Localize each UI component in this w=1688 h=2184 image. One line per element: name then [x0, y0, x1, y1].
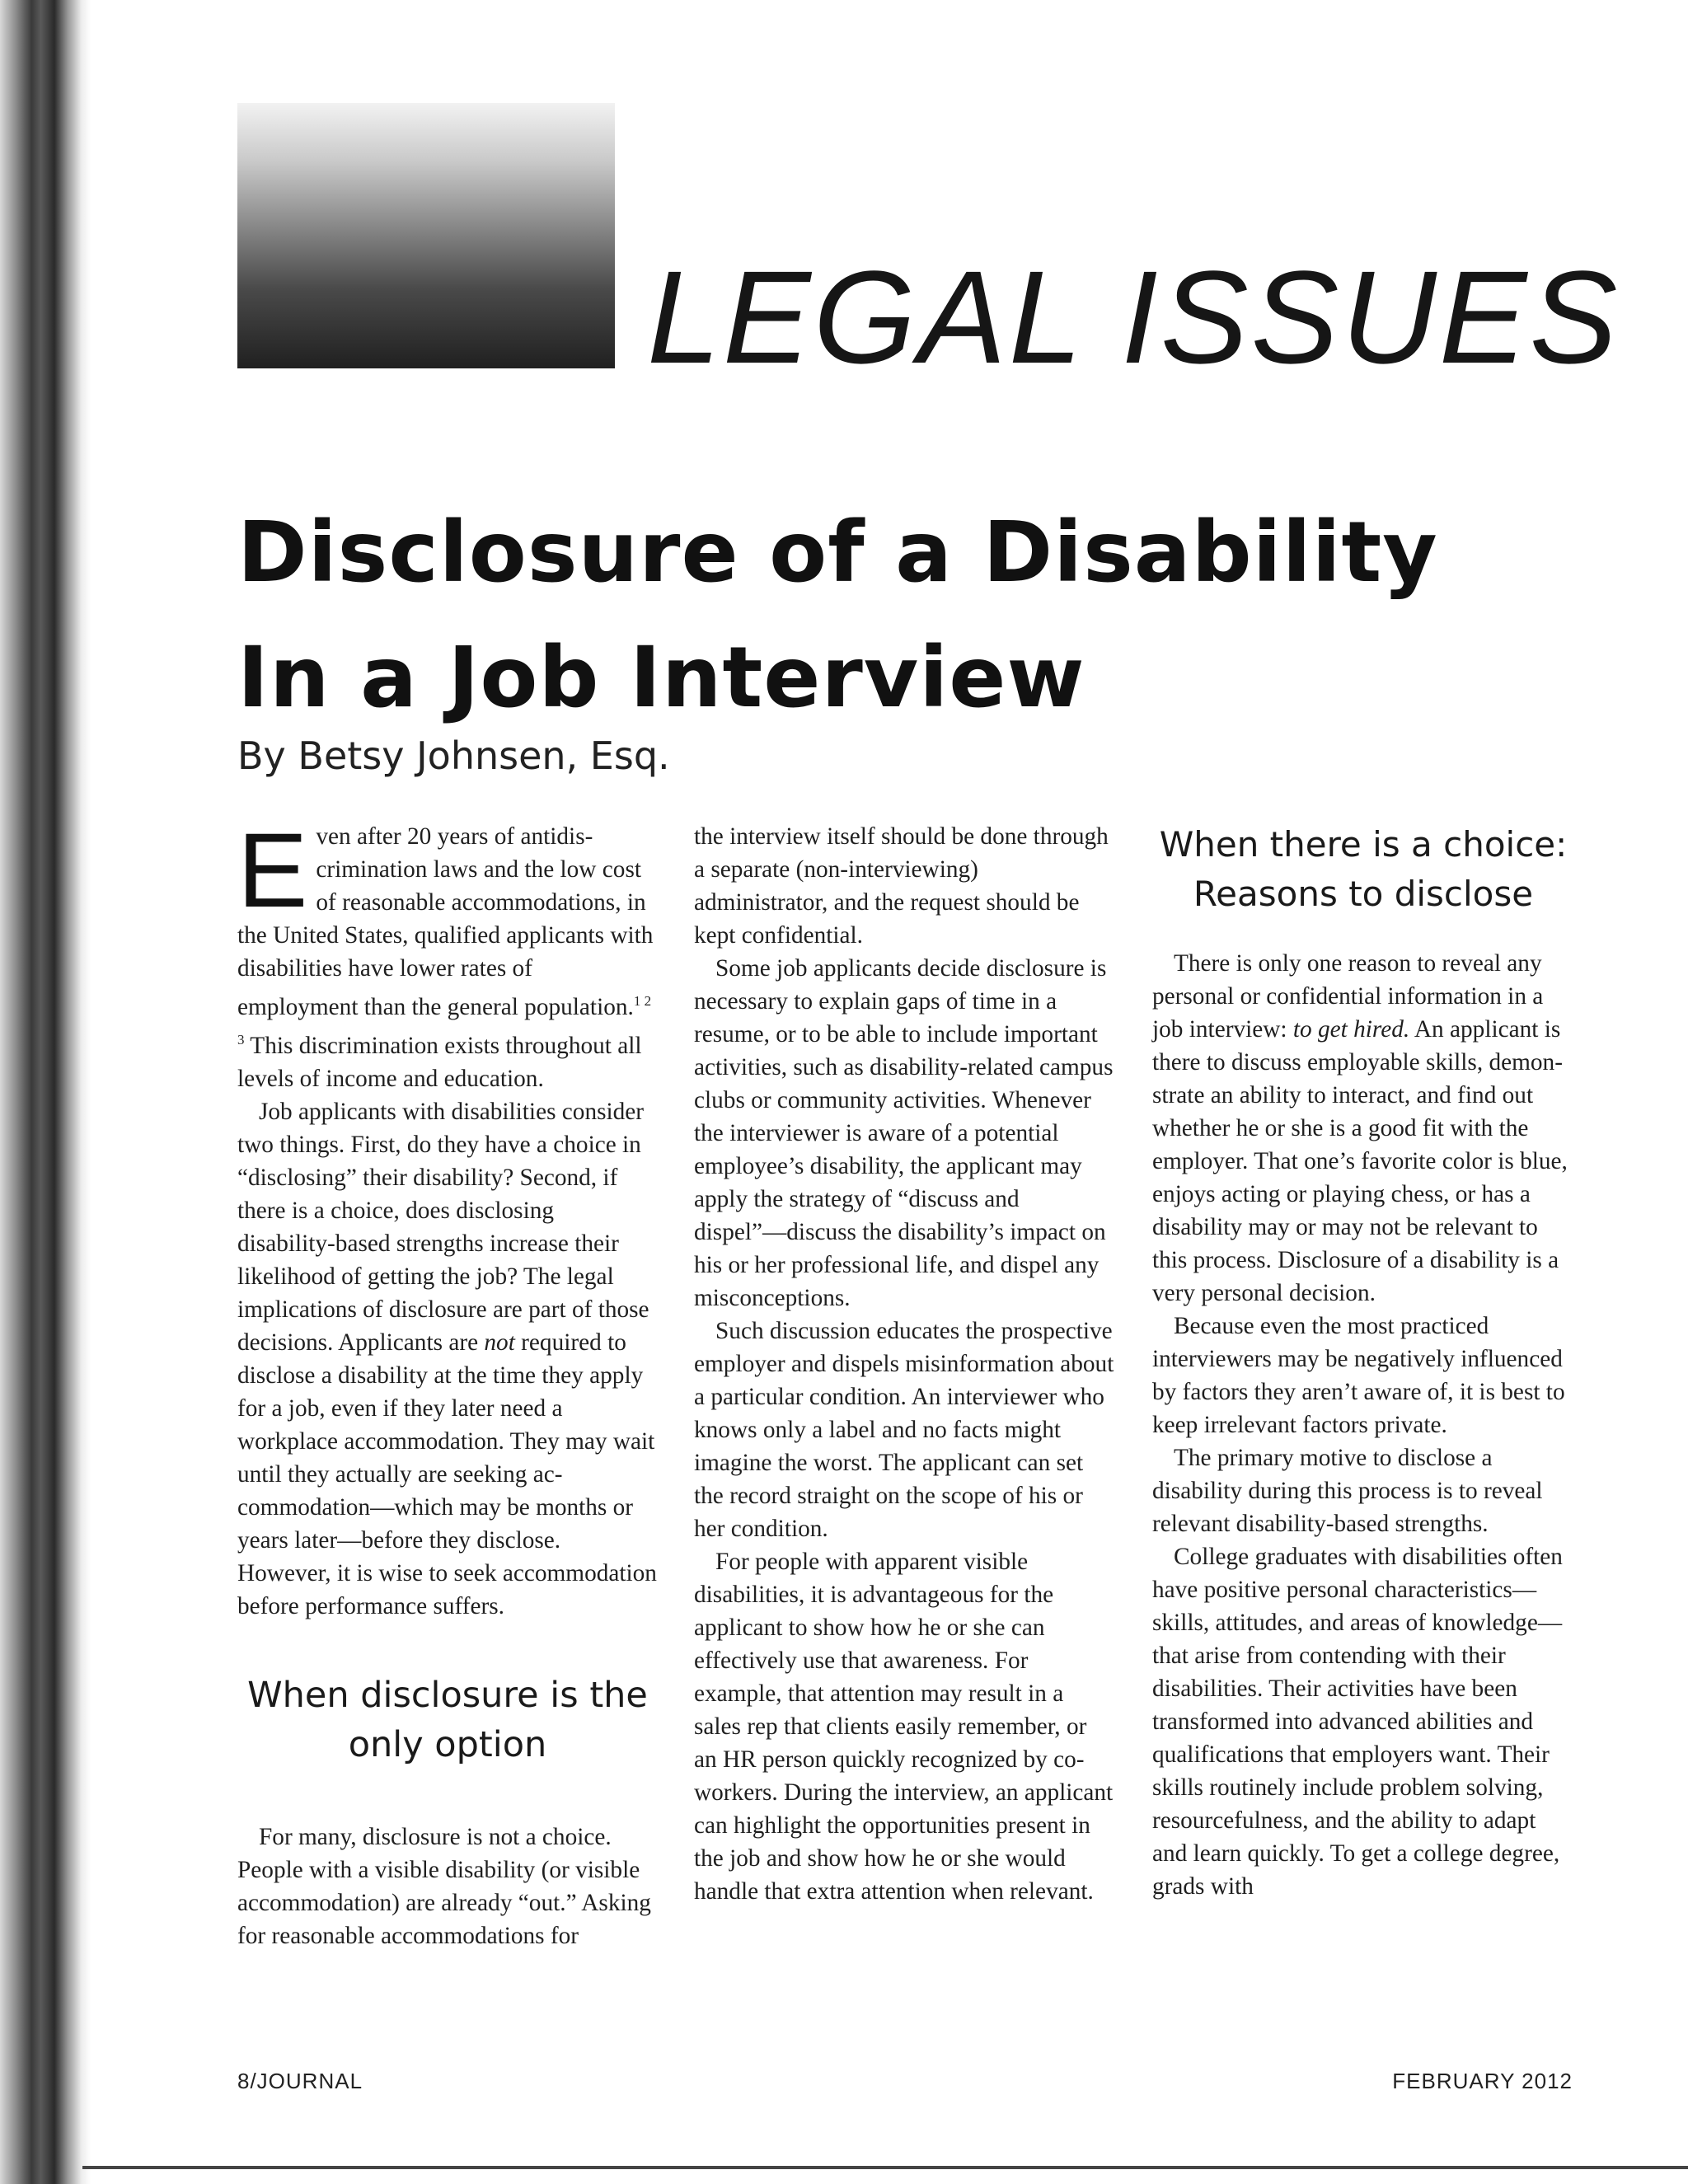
paragraph: There is only one reason to reveal any personal or confidential information in a job interview: to get hired. An applicant is there to discuss employable skills, demonstrate an ability to interact, and find out whether he or she is a good fit with the employer. That one’s favorite color is blue, enjoys acting or playing chess, or has a disability may or may not be relevant to this process. Disclosure of a disability is a very personal decision. — [1152, 950, 1568, 1306]
paragraph: For many, disclosure is not a choice. People with a visible disability (or visible accommodation) are already “out.” Asking for reasonable accommodations for — [237, 1823, 651, 1949]
paragraph: Such discussion educates the prospective employer and dispels misinformation about a particular condition. An interviewer who knows only a label and no facts might imagine the worst. The applicant can set the record straight on the scope of his or her condition. — [694, 1318, 1114, 1542]
paragraph: College graduates with disabilities often have positive personal characteristics—skills, attitudes, and areas of knowledge—that arise from contending with their disabilities. Their activities have been transformed into advanced abilities and qualifications that employers want. Their skills routinely include problem solving, resourcefulness, and the ability to adapt and learn quickly. To get a college degree, grads with — [1152, 1544, 1563, 1900]
paragraph: Job applicants with disabilities consider two things. First, do they have a choice in “disclosing” their disability? Second, if there is a choice, does disclosing disability-based strengths increase their likelihood of getting the job? The legal implications of disclosure are part of those decisions. Applicants are not required to disclose a disability at the time they apply for a job, even if they later need a workplace accommodation. They may wait until they actually are seeking accommodation—which may be months or years later—before they disclose. However, it is wise to seek accommodation before performance suffers. — [237, 1098, 657, 1619]
paragraph: the interview itself should be done through a separate (non-interviewing) administrator, and the request should be kept confidential. — [694, 823, 1109, 949]
article-title — [237, 490, 1438, 741]
section-header-graphic — [237, 103, 615, 368]
page-number-journal: 8/JOURNAL — [237, 2069, 363, 2093]
column-3 — [1152, 820, 1574, 2040]
footnote-refs: 1 2 3 — [237, 993, 652, 1047]
paragraph: Even after 20 years of antidiscrimination laws and the low cost of reasonable accommodations, in the United States, qualified applicants with disabilities have lower rates of employment than the general population.$^{1 2 3}$ This discrimination exists throughout all levels of income and education. — [237, 812, 654, 1092]
column-1 — [237, 812, 658, 2040]
scanned-binding-edge — [0, 0, 91, 2184]
paragraph: Because even the most practiced interviewers may be negatively influenced by factors they aren’t aware of, it is best to keep irrelevant factors private. — [1152, 1313, 1565, 1438]
article-title-line2: In a Job Interview — [237, 629, 1085, 727]
paragraph: The primary motive to disclose a disability during this process is to reveal relevant disability-based strengths. — [1152, 1445, 1543, 1537]
scan-border-line — [82, 2166, 1688, 2169]
subhead-reasons-to-disclose: When there is a choice: Reasons to disclose — [1159, 824, 1568, 914]
section-title: LEGAL ISSUES — [647, 243, 1620, 391]
subhead-disclosure-only-option: When disclosure is the only option — [247, 1674, 648, 1765]
drop-cap: E — [237, 812, 308, 930]
paragraph: For people with apparent visible disabilities, it is advantageous for the applicant to show how he or she can effectively use that awareness. For example, that attention may result in a sales rep that clients easily remember, or an HR person quickly recognized by co-workers. During the interview, an applicant can highlight the opportunities present in the job and show how he or she would handle that extra attention when relevant. — [694, 1549, 1114, 1905]
article-title-line1: Disclosure of a Disability — [237, 504, 1438, 602]
paragraph: Some job applicants decide disclosure is necessary to explain gaps of time in a resume, or to be able to include important activities, such as disability-related campus clubs or community activities. Whenever the interviewer is aware of a potential employee’s disability, the applicant may apply the strategy of “discuss and dispel”—discuss the disability’s impact on his or her professional life, and dispel any misconceptions. — [694, 955, 1114, 1311]
column-2 — [694, 820, 1114, 2040]
issue-date: FEBRUARY 2012 — [1392, 2069, 1573, 2093]
byline: By Betsy Johnsen, Esq. — [237, 733, 670, 778]
